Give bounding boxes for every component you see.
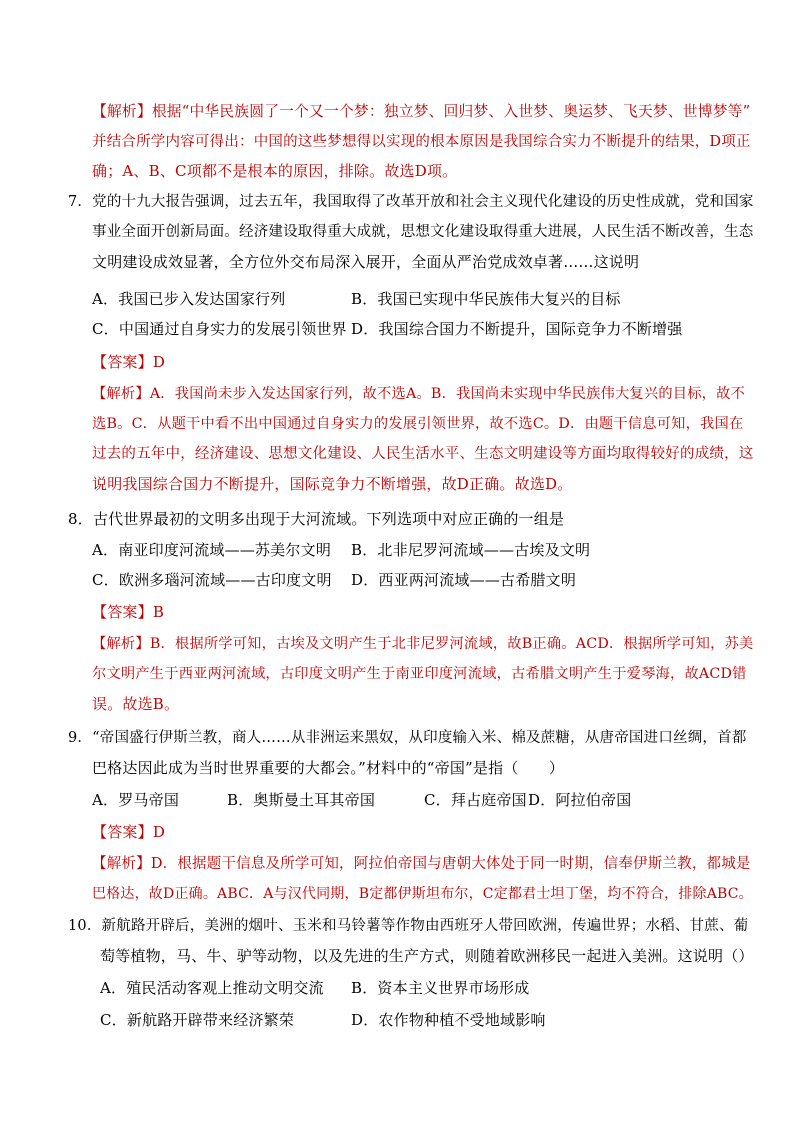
q6-analysis-line-3: 确；A、B、C项都不是根本的原因，排除。故选D项。 [92,162,458,180]
q7-analysis-line-1: 【解析】A．我国尚未步入发达国家行列，故不选A。B．我国尚未实现中华民族伟大复兴的目标，故不 [92,386,746,402]
q7-option-b: B．我国已实现中华民族伟大复兴的目标 [351,290,621,308]
q8-stem-line-1: 8．古代世界最初的文明多出现于大河流域。下列选项中对应正确的一组是 [68,510,565,528]
q10-option-c: C．新航路开辟带来经济繁荣 [100,1011,295,1029]
q10-option-d: D．农作物种植不受地域影响 [351,1011,546,1029]
q10-stem-line-1: 10．新航路开辟后，美洲的烟叶、玉米和马铃薯等作物由西班牙人带回欧洲，传遍世界；水稻、甘蔗、葡 [68,918,749,934]
q8-analysis-line-3: 误。故选B。 [92,695,180,713]
q8-option-d: D．西亚两河流域——古希腊文明 [351,571,577,589]
q7-stem-line-1: 7．党的十九大报告强调，过去五年，我国取得了改革开放和社会主义现代化建设的历史性成就，党和国家 [68,194,754,210]
q10-stem-line-2: 萄等植物，马、牛、驴等动物，以及先进的生产方式，则随着欧洲移民一起进入美洲。这说明（） [100,947,754,965]
analysis-tag: 【解析】 [92,103,152,120]
q7-option-d: D．我国综合国力不断提升，国际竞争力不断增强 [351,320,683,338]
q7-option-c: C．中国通过自身实力的发展引领世界 [92,320,347,338]
q9-option-c: C．拜占庭帝国 [424,791,527,809]
q9-option-a: A．罗马帝国 [92,791,180,809]
q9-stem-line-2: 巴格达因此成为当时世界重要的大都会。”材料中的“帝国”是指（ ） [92,759,565,777]
q7-analysis-line-4: 说明我国综合国力不断提升，国际竞争力不断增强，故D正确。故选D。 [92,475,573,493]
q7-analysis-line-2: 选B。C．从题干中看不出中国通过自身实力的发展引领世界，故不选C。D．由题干信息可知，我国在 [92,416,744,432]
q6-analysis-line-2: 并结合所学内容可得出：中国的这些梦想得以实现的根本原因是我国综合实力不断提升的结果，D项正 [92,134,751,150]
q9-answer: 【答案】D [92,823,166,841]
q9-option-d: D．阿拉伯帝国 [528,791,632,809]
q9-analysis-line-2: 巴格达，故D正确。ABC．A与汉代同期，B定都伊斯坦布尔，C定都君士坦丁堡，均不符合，排除ABC。 [92,886,753,902]
q8-analysis-line-2: 尔文明产生于西亚两河流域，古印度文明产生于南亚印度河流域，古希腊文明产生于爱琴海，故ACD错 [92,666,747,682]
q7-stem-line-2: 事业全面开创新局面。经济建设取得重大成就，思想文化建设取得重大进展，人民生活不断改善，生态 [92,224,754,240]
q8-answer: 【答案】B [92,603,165,621]
q8-option-a: A．南亚印度河流域——苏美尔文明 [92,541,332,559]
q6-analysis-line-1: 【解析】根据“中华民族圆了一个又一个梦：独立梦、回归梦、入世梦、奥运梦、飞天梦、世博梦等” [92,103,751,120]
q10-option-b: B．资本主义世界市场形成 [351,979,530,997]
q9-option-b: B．奥斯曼土耳其帝国 [227,791,376,809]
q7-stem-line-3: 文明建设成效显著，全方位外交布局深入展开，全面从严治党成效卓著……这说明 [92,253,640,271]
q8-option-b: B．北非尼罗河流域——古埃及文明 [351,541,591,559]
q7-analysis-line-3: 过去的五年中，经济建设、思想文化建设、人民生活水平、生态文明建设等方面均取得较好的成绩，这 [92,446,754,462]
q9-analysis-line-1: 【解析】D．根据题干信息及所学可知，阿拉伯帝国与唐朝大体处于同一时期，信奉伊斯兰教，都城是 [92,856,751,872]
q8-analysis-line-1: 【解析】B．根据所学可知，古埃及文明产生于北非尼罗河流域，故B正确。ACD．根据所学可知，苏美 [92,636,754,652]
q8-option-c: C．欧洲多瑙河流域——古印度文明 [92,571,332,589]
q7-answer: 【答案】D [92,353,166,371]
q7-option-a: A．我国已步入发达国家行列 [92,290,286,308]
q10-option-a: A．殖民活动客观上推动文明交流 [100,979,324,997]
q9-stem-line-1: 9．“帝国盛行伊斯兰教，商人……从非洲运来黑奴，从印度输入米、棉及蔗糖，从唐帝国进口丝绸，首都 [68,730,747,746]
